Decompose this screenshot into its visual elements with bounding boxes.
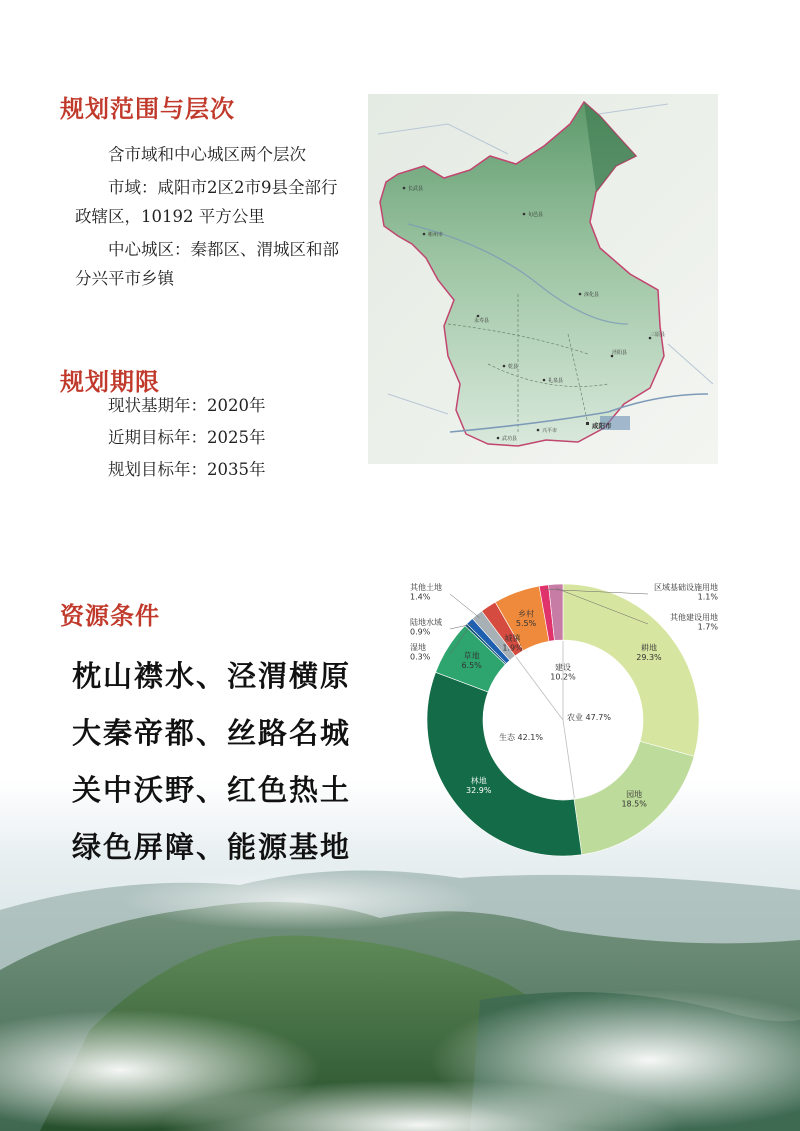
svg-text:泾阳县: 泾阳县 [612, 350, 628, 356]
resource-slogans [72, 648, 351, 876]
land-use-donut-chart [400, 578, 730, 868]
slice-label: 其他土地 1.4% [410, 583, 442, 602]
slice-label: 城镇 1.9% [502, 634, 523, 653]
slogan-4: 绿色屏障、能源基地 [72, 830, 352, 864]
period-base-year: 现状基期年：2020年 [108, 396, 266, 415]
period-target-year: 规划目标年：2035年 [108, 460, 266, 479]
slogan-3: 关中沃野、红色热土 [72, 773, 352, 807]
slice-label: 园地 18.5% [621, 790, 647, 809]
period-list [108, 390, 266, 486]
scope-line-levels: 含市域和中心城区两个层次 [108, 145, 306, 164]
svg-text:永寿县: 永寿县 [474, 318, 490, 324]
scope-text [75, 140, 350, 297]
svg-text:长武县: 长武县 [408, 186, 424, 192]
inner-group-label: 建设 10.2% [550, 663, 576, 682]
svg-text:三原县: 三原县 [650, 332, 666, 338]
slice-label: 乡村 5.5% [515, 609, 537, 629]
scope-title: 规划范围与层次 [60, 94, 235, 123]
slice-label: 其他建设用地 1.7% [670, 613, 718, 632]
slice-label: 陆地水域 0.9% [410, 618, 442, 637]
svg-text:礼泉县: 礼泉县 [548, 378, 564, 384]
svg-text:旬邑县: 旬邑县 [528, 212, 544, 218]
period-near-year: 近期目标年：2025年 [108, 428, 266, 447]
region-map [368, 94, 718, 464]
slice-label: 林地 32.9% [466, 776, 492, 796]
svg-text:淳化县: 淳化县 [584, 292, 600, 298]
inner-group-label: 生态 42.1% [499, 733, 543, 742]
inner-group-label: 农业 47.7% [567, 713, 611, 722]
slice-label: 湿地 0.3% [410, 643, 431, 662]
svg-text:武功县: 武功县 [502, 436, 518, 442]
leader-line [450, 594, 480, 618]
svg-text:乾县: 乾县 [508, 364, 519, 370]
region-map-graphic [368, 94, 718, 464]
svg-text:咸阳市: 咸阳市 [592, 422, 612, 430]
resources-title: 资源条件 [60, 601, 160, 630]
slice-label: 耕地 29.3% [636, 643, 662, 663]
slice-label: 草地 6.5% [461, 651, 482, 670]
svg-text:兴平市: 兴平市 [542, 428, 558, 434]
svg-text:彬州市: 彬州市 [428, 232, 444, 238]
slogan-2: 大秦帝都、丝路名城 [72, 716, 352, 750]
scope-line-center: 中心城区：秦都区、渭城区和部分兴平市乡镇 [75, 240, 339, 288]
scope-line-city: 市域：咸阳市2区2市9县全部行政辖区，10192 平方公里 [75, 178, 338, 226]
slogan-1: 枕山襟水、泾渭横原 [72, 659, 352, 693]
slice-label: 区域基础设施用地 1.1% [654, 583, 718, 602]
period-title: 规划期限 [60, 367, 160, 396]
